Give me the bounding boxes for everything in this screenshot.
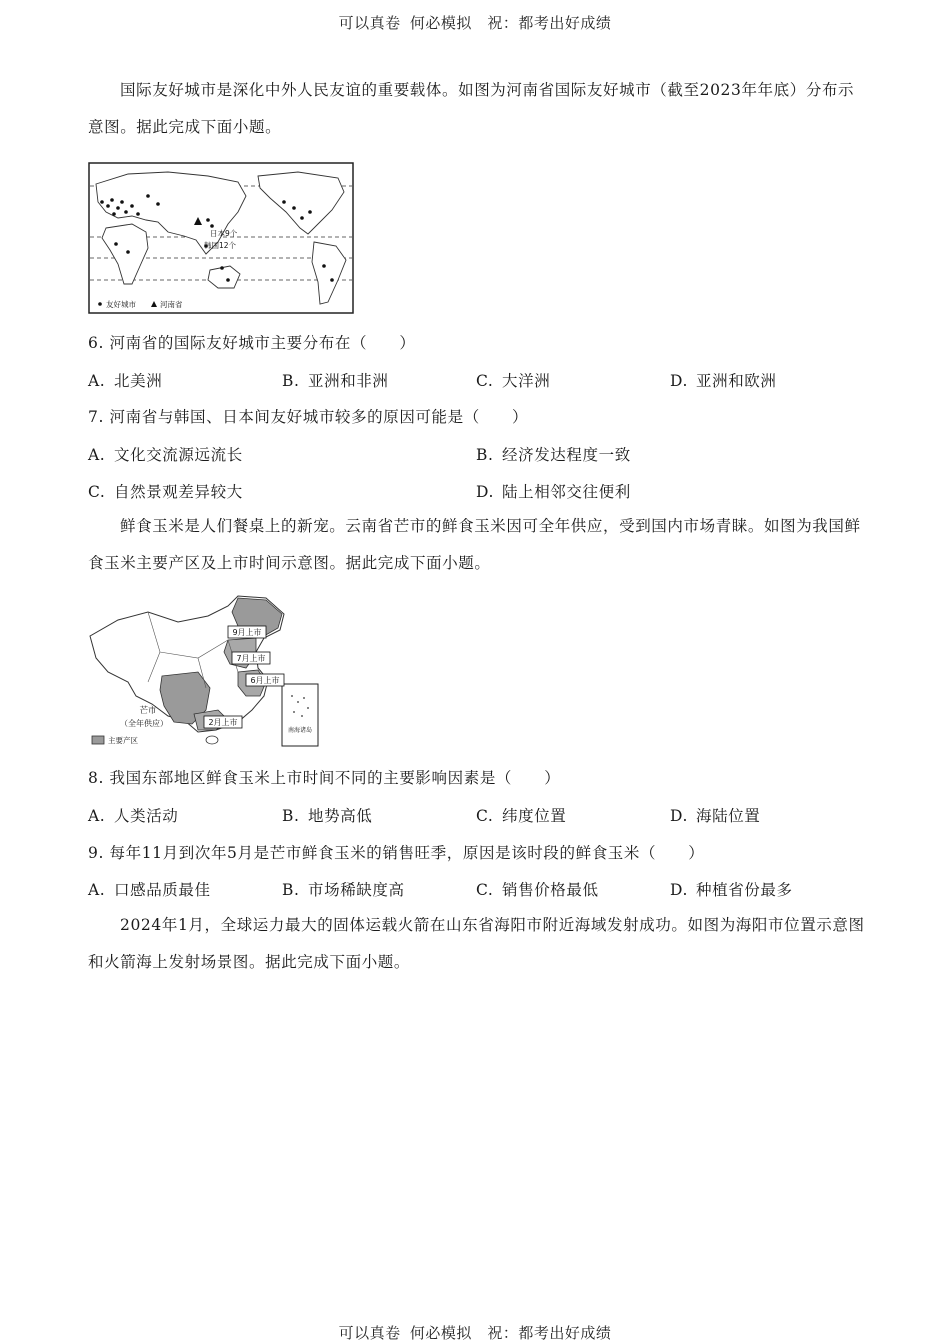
page-footer: 可以真卷 何必模拟 祝：都考出好成绩 <box>338 1324 612 1342</box>
q8-option-b[interactable]: B. 地势高低 <box>282 807 373 825</box>
map1-japan-label: 日本9个 <box>210 229 238 238</box>
page-header: 可以真卷 何必模拟 祝：都考出好成绩 <box>338 14 612 32</box>
map2-inset-label: 南海诸岛 <box>287 727 313 734</box>
map2-label-february: 2月上市 <box>208 718 238 727</box>
map1-korea-label: 韩国12个 <box>204 241 237 250</box>
q6-option-a[interactable]: A. 北美洲 <box>88 372 163 390</box>
question-9-stem: 9. 每年11月到次年5月是芒市鲜食玉米的销售旺季，原因是该时段的鲜食玉米（ ） <box>88 844 705 862</box>
map2-legend-production: 主要产区 <box>108 736 138 745</box>
world-friendship-city-map <box>88 162 354 314</box>
passage-friendship-cities: 国际友好城市是深化中外人民友谊的重要载体。如图为河南省国际友好城市（截至2023年年底）分布示意图。据此完成下面小题。 <box>88 81 855 136</box>
china-fresh-corn-map <box>88 592 322 750</box>
q8-option-c[interactable]: C. 纬度位置 <box>476 807 567 825</box>
map2-label-september: 9月上市 <box>232 628 262 637</box>
passage-rocket-launch: 2024年1月，全球运力最大的固体运载火箭在山东省海阳市附近海域发射成功。如图为海阳市位置示意图和火箭海上发射场景图。据此完成下面小题。 <box>88 916 865 971</box>
q6-option-c[interactable]: C. 大洋洲 <box>476 372 551 390</box>
q9-option-b[interactable]: B. 市场稀缺度高 <box>282 881 405 899</box>
question-7-stem: 7. 河南省与韩国、日本间友好城市较多的原因可能是（ ） <box>88 408 529 426</box>
q6-option-b[interactable]: B. 亚洲和非洲 <box>282 372 389 390</box>
q9-option-a[interactable]: A. 口感品质最佳 <box>88 881 211 899</box>
q7-option-b[interactable]: B. 经济发达程度一致 <box>476 446 631 464</box>
q8-option-a[interactable]: A. 人类活动 <box>88 807 179 825</box>
q7-option-d[interactable]: D. 陆上相邻交往便利 <box>476 483 631 501</box>
question-8-stem: 8. 我国东部地区鲜食玉米上市时间不同的主要影响因素是（ ） <box>88 769 561 787</box>
q9-option-d[interactable]: D. 种植省份最多 <box>670 881 793 899</box>
map2-label-mangshi-note: （全年供应） <box>120 719 168 728</box>
q6-option-d[interactable]: D. 亚洲和欧洲 <box>670 372 777 390</box>
map1-legend-province: 河南省 <box>160 300 183 309</box>
map2-label-mangshi: 芒市 <box>139 706 157 716</box>
q8-option-d[interactable]: D. 海陆位置 <box>670 807 761 825</box>
q7-option-a[interactable]: A. 文化交流源远流长 <box>88 446 243 464</box>
passage-fresh-corn: 鲜食玉米是人们餐桌上的新宠。云南省芒市的鲜食玉米因可全年供应，受到国内市场青睐。如图为我国鲜食玉米主要产区及上市时间示意图。据此完成下面小题。 <box>88 517 861 572</box>
q7-option-c[interactable]: C. 自然景观差异较大 <box>88 483 243 501</box>
question-6-stem: 6. 河南省的国际友好城市主要分布在（ ） <box>88 334 416 352</box>
map2-label-june: 6月上市 <box>250 676 280 685</box>
q9-option-c[interactable]: C. 销售价格最低 <box>476 881 599 899</box>
map2-label-july: 7月上市 <box>236 654 266 663</box>
map1-legend-city: 友好城市 <box>106 300 136 309</box>
